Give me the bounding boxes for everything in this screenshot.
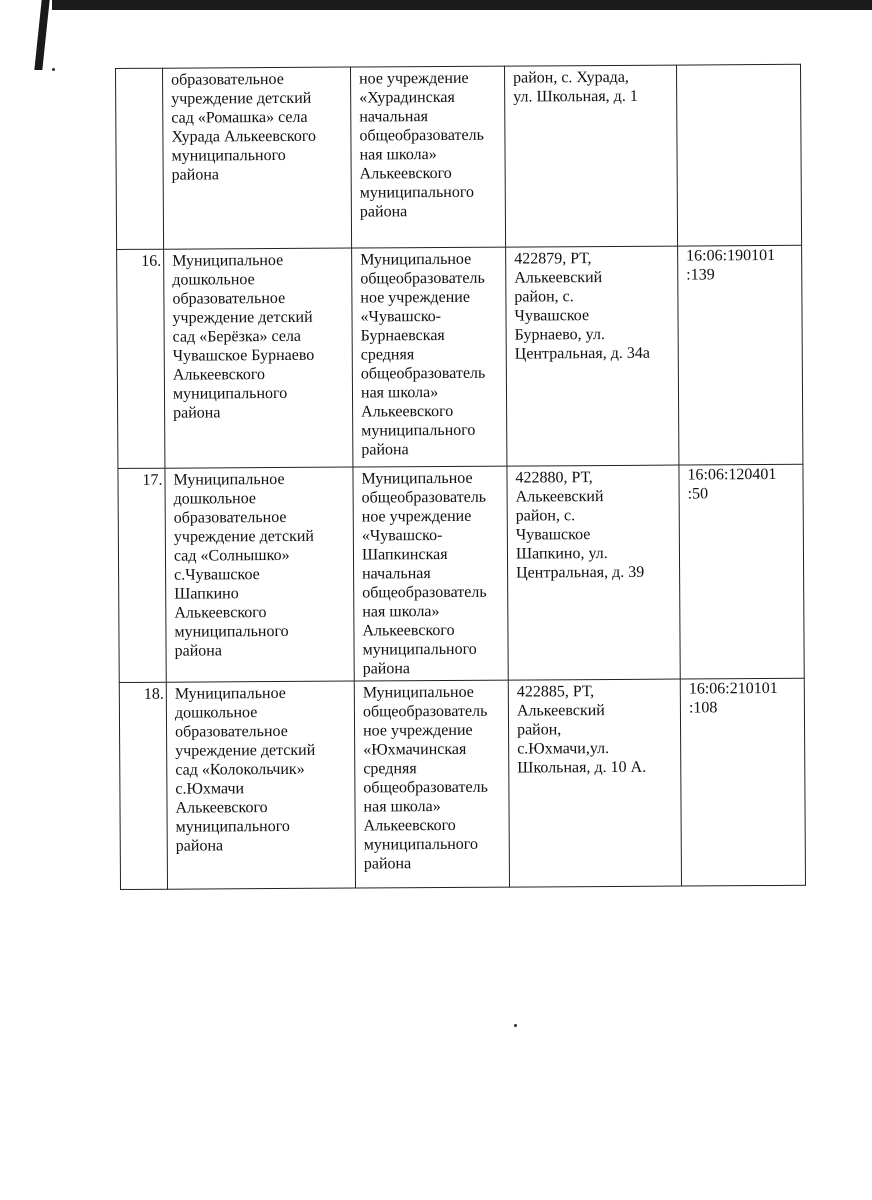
- cell-line: 422879, РТ,: [514, 250, 592, 268]
- cell-line: ная школа»: [359, 146, 437, 164]
- cell-line: Чувашское: [514, 307, 590, 325]
- cell-line: муниципального: [171, 146, 286, 165]
- cell-line: дошкольное: [172, 271, 255, 289]
- cell-line: района: [362, 660, 411, 678]
- cell-line: общеобразователь: [363, 778, 488, 797]
- cell-line: муниципального: [175, 817, 290, 836]
- cell-line: 422885, РТ,: [516, 683, 595, 701]
- cell-line: Центральная, д. 39: [516, 563, 645, 582]
- institution-name-cell: [165, 467, 354, 682]
- schools-table: [115, 64, 806, 890]
- cell-line: Хурада Алькеевского: [171, 127, 317, 146]
- cell-line: образовательное: [175, 722, 288, 741]
- row-number: 17.: [118, 468, 166, 682]
- cell-line: дошкольное: [173, 490, 257, 508]
- institution-name-cell: [164, 248, 353, 468]
- table-row: [118, 464, 804, 682]
- institution-name-cell: [163, 67, 352, 249]
- cell-line: с.Юхмачи,ул.: [517, 739, 610, 758]
- cell-line: общеобразователь: [359, 126, 484, 145]
- table-row: [116, 64, 802, 249]
- cell-line: Шапкинская: [361, 545, 448, 564]
- cadastral-number-cell: [680, 678, 805, 886]
- cell-line: Бурнаевская: [360, 326, 445, 345]
- cell-line: Алькеевского: [363, 816, 456, 835]
- cell-line: Алькеевского: [359, 164, 452, 183]
- cell-line: ная школа»: [362, 603, 440, 621]
- cell-line: :108: [688, 699, 718, 717]
- cell-line: района: [359, 203, 408, 221]
- cell-line: муниципального: [172, 384, 288, 403]
- cell-line: ное учреждение: [363, 721, 473, 740]
- cell-line: [685, 65, 793, 66]
- address-cell: [508, 679, 681, 887]
- cell-line: дошкольное: [174, 704, 258, 722]
- cell-line: Центральная, д. 34а: [514, 344, 651, 363]
- cell-line: района: [361, 441, 409, 459]
- cell-line: учреждение детский: [175, 741, 316, 760]
- cell-line: района: [175, 837, 224, 855]
- address-cell: [506, 246, 679, 466]
- cadastral-number-cell: [679, 464, 804, 679]
- cell-line: :50: [687, 485, 709, 503]
- cadastral-number-cell: [678, 245, 803, 465]
- cell-line: сад «Солнышко»: [173, 546, 290, 565]
- cell-line: Школьная, д. 10 А.: [517, 758, 647, 777]
- cell-line: района: [174, 642, 222, 660]
- cell-line: образовательное: [172, 289, 286, 308]
- cell-line: образовательное: [171, 70, 284, 89]
- cell-line: района: [171, 166, 220, 184]
- cell-line: муниципального: [362, 640, 477, 659]
- row-number: [116, 68, 164, 249]
- cell-line: Алькеевский: [514, 269, 603, 287]
- row-number: 16.: [117, 249, 165, 468]
- cell-line: общеобразователь: [362, 702, 488, 721]
- cell-line: Алькеевского: [172, 366, 266, 384]
- cell-line: средняя: [360, 346, 415, 364]
- cell-line: общеобразователь: [362, 583, 487, 602]
- row-number: 18.: [119, 682, 167, 889]
- cell-line: сад «Берёзка» села: [172, 327, 302, 346]
- scan-speck: [52, 68, 55, 71]
- cadastral-number-cell: [676, 64, 801, 246]
- cell-line: района: [173, 404, 221, 422]
- table-row: [119, 678, 805, 889]
- cell-line: с.Юхмачи: [175, 780, 245, 798]
- cell-line: район,: [516, 721, 562, 739]
- scan-border-left: [34, 0, 49, 70]
- cell-line: ная школа»: [363, 798, 441, 816]
- cell-line: Шапкино: [174, 585, 239, 603]
- cell-line: район, с. Хурада,: [513, 68, 629, 87]
- scan-border-top: [52, 0, 872, 10]
- address-cell: [507, 465, 680, 680]
- cell-line: Чувашское: [515, 526, 591, 544]
- cell-line: средняя: [363, 760, 417, 778]
- scan-speck: [514, 1024, 517, 1027]
- cell-line: :139: [686, 266, 715, 284]
- cell-line: Муниципальное: [360, 250, 472, 269]
- cell-line: 422880, РТ,: [515, 469, 593, 487]
- cell-line: Муниципальное: [362, 683, 474, 702]
- school-name-cell: [354, 680, 509, 888]
- cell-line: Алькеевского: [361, 402, 454, 421]
- cell-line: учреждение детский: [173, 527, 315, 546]
- cell-line: муниципального: [359, 183, 475, 202]
- institution-name-cell: [166, 681, 355, 889]
- cell-line: ул. Школьная, д. 1: [513, 87, 638, 106]
- cell-line: учреждение детский: [172, 308, 313, 327]
- cell-line: с.Чувашское: [174, 566, 260, 584]
- cell-line: Алькеевского: [362, 621, 455, 640]
- cell-line: «Хурадинская: [359, 88, 455, 107]
- cell-line: ное учреждение: [359, 69, 469, 88]
- cell-line: 16:06:190101: [686, 246, 776, 265]
- cell-line: Алькеевский: [516, 702, 605, 720]
- cell-line: Муниципальное: [361, 469, 473, 488]
- cell-line: начальная: [359, 108, 428, 126]
- cell-line: учреждение детский: [171, 89, 312, 108]
- cell-line: ное учреждение: [360, 288, 470, 307]
- school-name-cell: [352, 247, 507, 467]
- cell-line: Муниципальное: [173, 470, 285, 489]
- cell-line: сад «Ромашка» села: [171, 108, 308, 127]
- address-cell: [504, 65, 677, 247]
- cell-line: «Чувашско-: [360, 308, 442, 326]
- cell-line: район, с.: [514, 288, 574, 306]
- cell-line: 16:06:120401: [687, 465, 777, 484]
- cell-line: общеобразователь: [361, 488, 487, 507]
- cell-line: Алькеевского: [175, 799, 268, 817]
- cell-line: муниципального: [361, 421, 476, 440]
- cell-line: [685, 65, 793, 66]
- cell-line: Чувашское Бурнаево: [172, 346, 315, 365]
- cell-line: образовательное: [173, 508, 287, 527]
- cell-line: Шапкино, ул.: [515, 544, 608, 563]
- school-name-cell: [353, 466, 508, 681]
- cell-line: ное учреждение: [361, 507, 472, 526]
- cell-line: Муниципальное: [174, 684, 286, 703]
- cell-line: общеобразователь: [360, 364, 486, 383]
- cell-line: сад «Колокольчик»: [175, 760, 305, 779]
- cell-line: Бурнаево, ул.: [514, 326, 605, 344]
- school-name-cell: [350, 66, 505, 248]
- cell-line: «Юхмачинская: [363, 740, 467, 759]
- cell-line: Алькеевского: [174, 604, 267, 622]
- cell-line: 16:06:210101: [688, 679, 778, 698]
- cell-line: района: [363, 855, 412, 873]
- cell-line: начальная: [362, 565, 431, 583]
- cell-line: муниципального: [363, 835, 478, 854]
- cell-line: «Чувашско-: [361, 527, 443, 545]
- cell-line: район, с.: [515, 507, 576, 525]
- cell-line: ная школа»: [360, 384, 439, 402]
- cell-line: Алькеевский: [515, 488, 604, 506]
- cell-line: муниципального: [174, 622, 289, 641]
- table-row: [117, 245, 803, 468]
- cell-line: общеобразователь: [360, 269, 485, 288]
- cell-line: Муниципальное: [172, 251, 284, 270]
